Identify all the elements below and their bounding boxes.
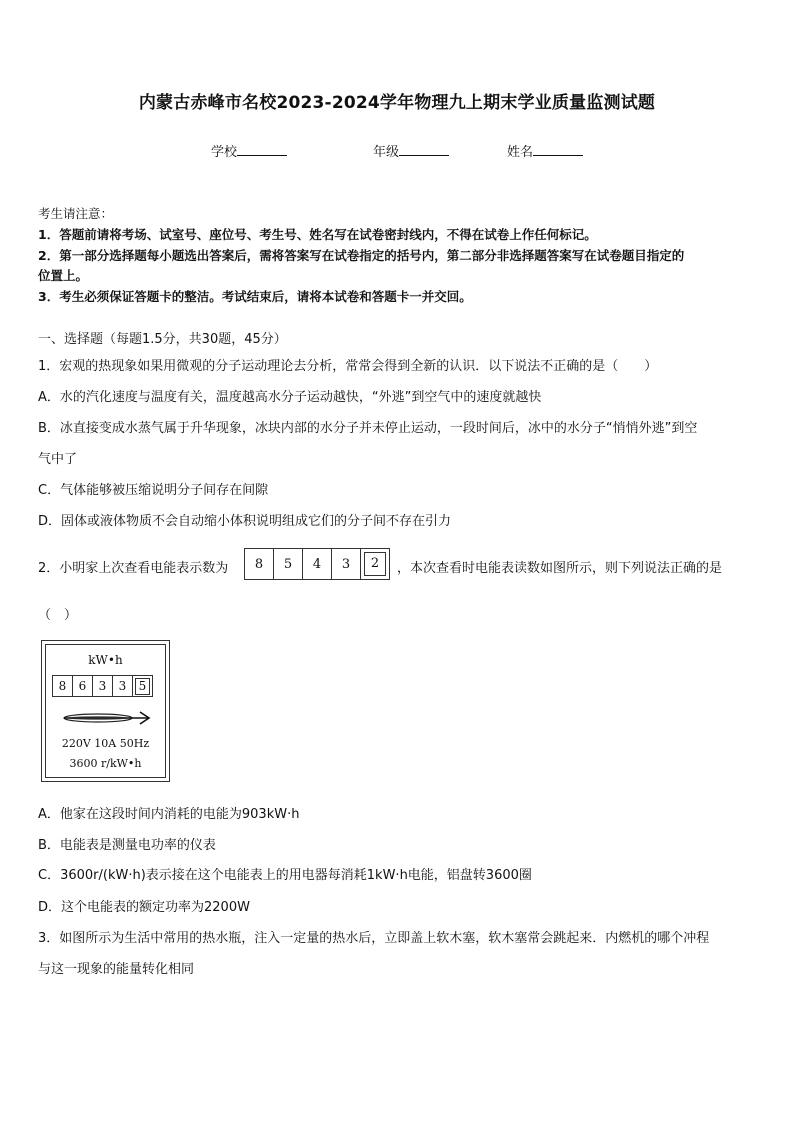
section-heading: 一、选择题（每题1.5分，共30题，45分）: [38, 332, 287, 347]
q3-stem-line-1: 3．如图所示为生活中常用的热水瓶，注入一定量的热水后，立即盖上软木塞，软木塞常会跳起来．内燃机的哪个冲程: [38, 931, 710, 946]
notice-heading: 考生请注意：: [38, 206, 114, 221]
q2-option-a: A．他家在这段时间内消耗的电能为903kW·h: [38, 807, 300, 822]
q1-stem: 1．宏观的热现象如果用微观的分子运动理论去分析，常常会得到全新的认识．以下说法不正确的是（ ）: [38, 359, 658, 374]
previous-digit: 4: [303, 549, 332, 579]
meter-rating: 220V 10A 50Hz: [61, 737, 150, 750]
notice-item-1: 1．答题前请将考场、试室号、座位号、考生号、姓名写在试卷密封线内，不得在试卷上作任何标记。: [38, 227, 597, 242]
q2-option-c: C．3600r/(kW·h)表示接在这个电能表上的用电器每消耗1kW·h电能，铝盘转3600圈: [38, 868, 532, 883]
meter-digits: [52, 675, 153, 697]
grade-label: 年级: [373, 145, 400, 160]
q1-option-b-line-2: 气中了: [38, 452, 78, 467]
q1-option-b-line-1: B．冰直接变成水蒸气属于升华现象，冰块内部的水分子并未停止运动，一段时间后，冰中的水分子“悄悄外逃”到空: [38, 421, 698, 436]
meter-disc-arrow-icon: [56, 707, 152, 729]
meter-digit: 6: [73, 676, 93, 696]
meter-digit-decimal-value: 5: [135, 678, 150, 695]
q2-option-d: D．这个电能表的额定功率为2200W: [38, 900, 250, 915]
previous-digit-decimal: [361, 549, 389, 579]
q1-option-a: A．水的汽化速度与温度有关，温度越高水分子运动越快，“外逃”到空气中的速度就越快: [38, 390, 542, 405]
school-blank: [237, 143, 287, 156]
meter-digit-decimal: [133, 676, 152, 696]
school-label: 学校: [211, 145, 238, 160]
electric-meter-figure: [41, 640, 170, 782]
q2-stem-after: ，本次查看时电能表读数如图所示，则下列说法正确的是: [397, 561, 723, 576]
meter-digit: 3: [113, 676, 133, 696]
previous-reading-digits: [244, 548, 390, 580]
meter-digit: 8: [53, 676, 73, 696]
previous-digit-decimal-value: 2: [364, 552, 386, 576]
grade-blank: [399, 143, 449, 156]
q1-option-c: C．气体能够被压缩说明分子间存在间隙: [38, 483, 269, 498]
name-label: 姓名: [507, 145, 534, 160]
meter-digit: 3: [93, 676, 113, 696]
page-title: 内蒙古赤峰市名校2023-2024学年物理九上期末学业质量监测试题: [138, 93, 656, 113]
q2-stem-before: 2．小明家上次查看电能表示数为: [38, 561, 229, 576]
previous-digit: 3: [332, 549, 361, 579]
school-field: [211, 141, 287, 160]
previous-digit: 5: [274, 549, 303, 579]
previous-digit: 8: [245, 549, 274, 579]
name-field: [507, 141, 583, 160]
name-blank: [533, 143, 583, 156]
q2-stem-end: （ ）: [38, 608, 78, 623]
notice-item-2-line-1: 2．第一部分选择题每小题选出答案后，需将答案写在试卷指定的括号内，第二部分非选择题答案写在试卷题目指定的: [38, 248, 685, 263]
q2-option-b: B．电能表是测量电功率的仪表: [38, 838, 216, 853]
meter-unit: kW•h: [88, 653, 123, 667]
grade-field: [373, 141, 449, 160]
notice-item-2-line-2: 位置上。: [38, 268, 89, 283]
q1-option-d: D．固体或液体物质不会自动缩小体积说明组成它们的分子间不存在引力: [38, 514, 452, 529]
meter-constant: 3600 r/kW•h: [69, 757, 142, 770]
q3-stem-line-2: 与这一现象的能量转化相同: [38, 962, 195, 977]
notice-item-3: 3．考生必须保证答题卡的整洁。考试结束后，请将本试卷和答题卡一并交回。: [38, 289, 472, 304]
